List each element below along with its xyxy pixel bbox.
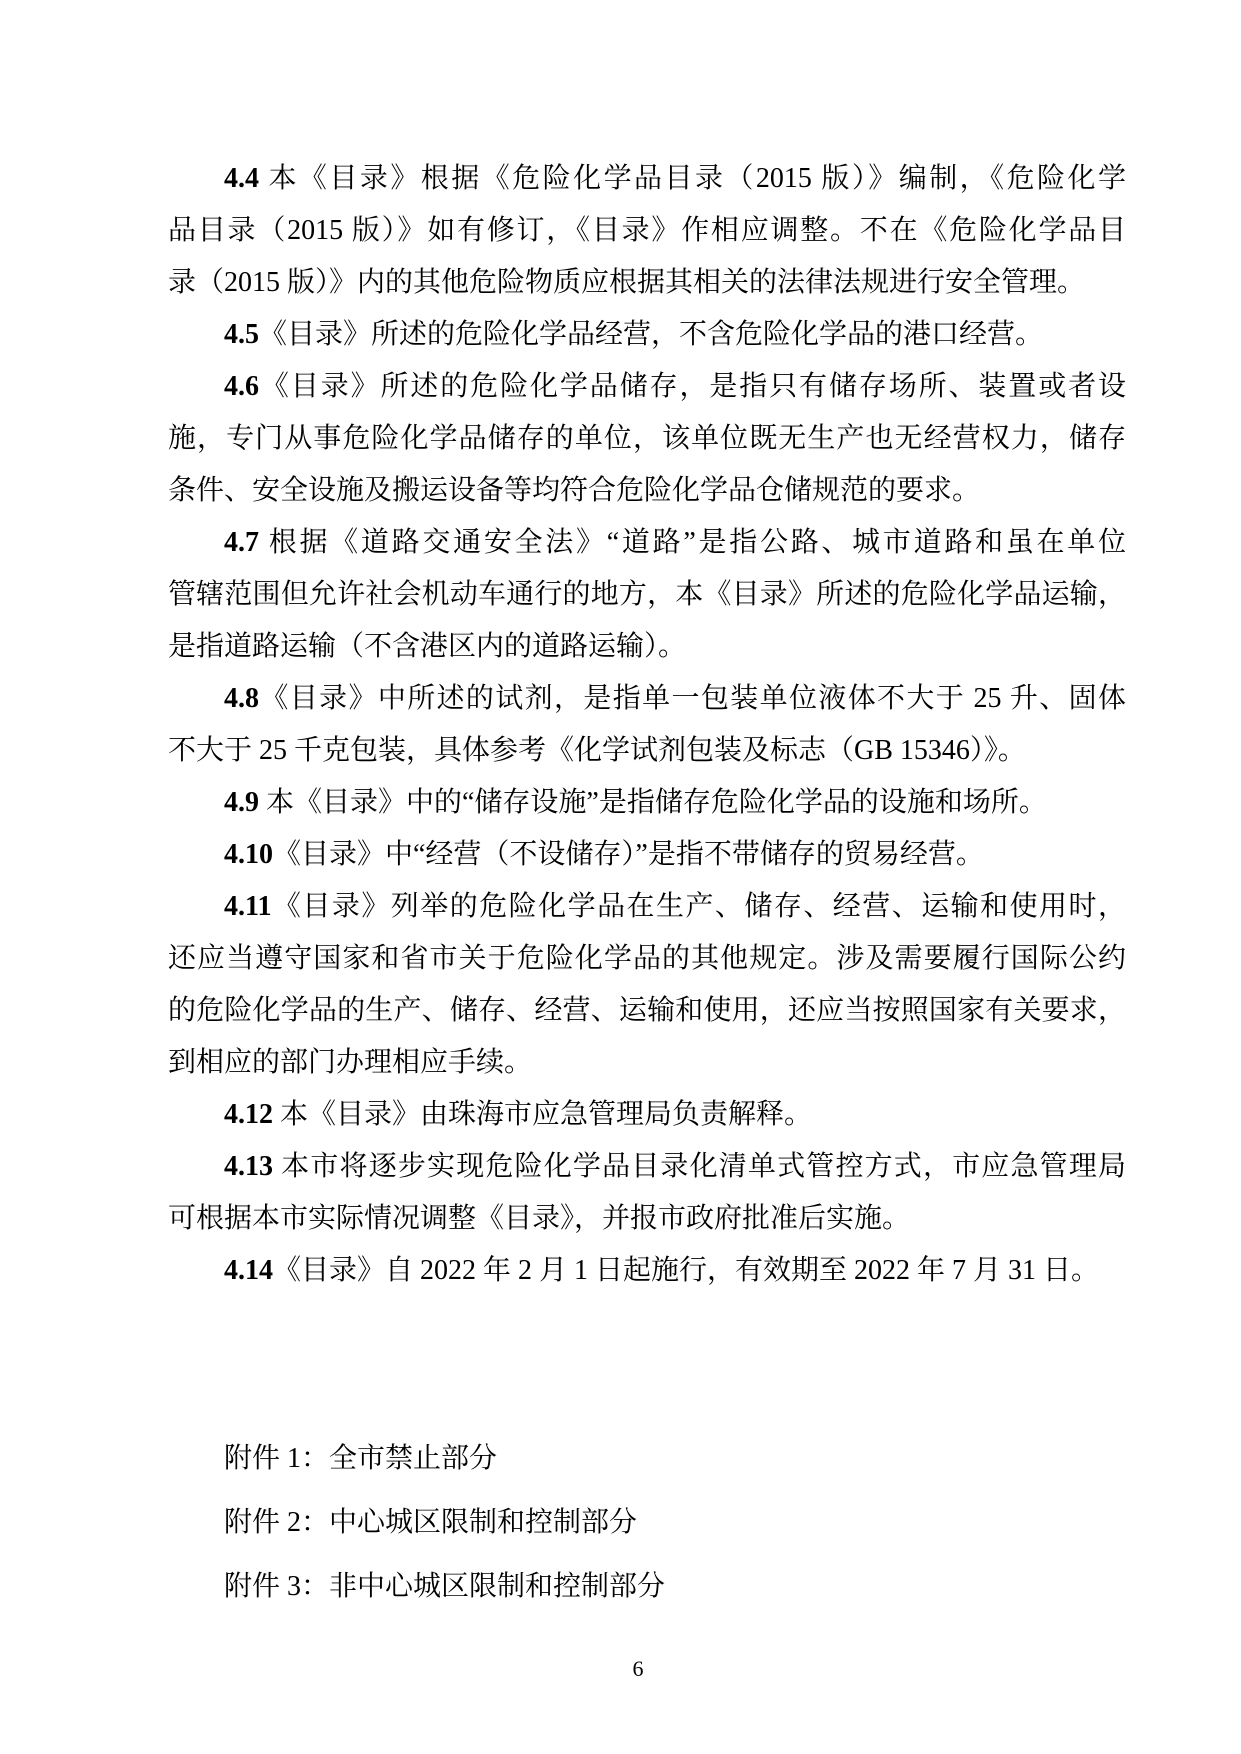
clause-number: 4.8 [224,683,259,714]
clause-text-line: 《目录》中“经营（不设储存）”是指不带储存的贸易经营。 [273,839,984,870]
clause-text-line: 《目录》所述的危险化学品储存，是指只有储存场所、装置或者设 [259,371,1126,402]
clause-text-line: 《目录》自 2022 年 2 月 1 日起施行，有效期至 2022 年 7 月 31 日。 [273,1255,1100,1286]
clause-number: 4.12 [224,1099,273,1130]
clause-text-line: 录（2015 版）》内的其他危险物质应根据其相关的法律法规进行安全管理。 [168,267,1086,298]
clause-4-7 [168,517,1126,673]
clause-text-line: 不大于 25 千克包装，具体参考《化学试剂包装及标志（GB 15346）》。 [168,735,1026,766]
clause-number: 4.9 [224,787,259,818]
clause-number: 4.11 [224,891,272,922]
clause-4-6 [168,361,1126,517]
clause-text-line: 施，专门从事危险化学品储存的单位，该单位既无生产也无经营权力，储存 [168,423,1126,454]
clause-number: 4.14 [224,1255,273,1286]
clause-line [168,829,1126,881]
clause-text-line: 是指道路运输（不含港区内的道路运输）。 [168,631,687,662]
clause-number: 4.10 [224,839,273,870]
clause-line [168,1141,1126,1193]
attachment-list [168,1427,1126,1619]
clause-text-line: 根据《道路交通安全法》“道路”是指公路、城市道路和虽在单位 [259,527,1126,558]
clause-line [168,1245,1126,1297]
clause-number: 4.13 [224,1151,273,1182]
clause-text-line: 本《目录》由珠海市应急管理局负责解释。 [273,1099,813,1130]
clause-line [168,517,1126,569]
clause-line [168,673,1126,725]
clause-line [168,881,1126,933]
clause-text-line: 《目录》列举的危险化学品在生产、储存、经营、运输和使用时， [271,891,1126,922]
document-body [168,153,1126,1297]
clause-4-8 [168,673,1126,777]
clause-line [168,777,1126,829]
clause-text-line: 《目录》所述的危险化学品经营，不含危险化学品的港口经营。 [259,319,1044,350]
clause-text-line: 的危险化学品的生产、储存、经营、运输和使用，还应当按照国家有关要求， [168,995,1126,1026]
clause-text-line: 品目录（2015 版）》如有修订，《目录》作相应调整。不在《危险化学品目 [168,215,1126,246]
clause-text-line: 管辖范围但允许社会机动车通行的地方，本《目录》所述的危险化学品运输， [168,579,1126,610]
clause-4-4 [168,153,1126,309]
attachment-item-3: 附件 3：非中心城区限制和控制部分 [224,1571,666,1602]
clause-4-12 [168,1089,1126,1141]
clause-text-line: 可根据本市实际情况调整《目录》，并报市政府批准后实施。 [168,1203,911,1234]
clause-text-line: 本《目录》中的“储存设施”是指储存危险化学品的设施和场所。 [259,787,1047,818]
clause-number: 4.7 [224,527,259,558]
clause-4-14 [168,1245,1126,1297]
clause-4-10 [168,829,1126,881]
clause-line [168,1089,1126,1141]
clause-text-line: 条件、安全设施及搬运设备等均符合危险化学品仓储规范的要求。 [168,475,981,506]
page-number: 6 [632,1656,644,1681]
clause-text-line: 还应当遵守国家和省市关于危险化学品的其他规定。涉及需要履行国际公约 [168,943,1126,974]
clause-line [168,361,1126,413]
clause-text-line: 本《目录》根据《危险化学品目录（2015 版）》编制，《危险化学 [259,163,1126,194]
clause-line [168,153,1126,205]
clause-number: 4.5 [224,319,259,350]
clause-text-line: 本市将逐步实现危险化学品目录化清单式管控方式，市应急管理局 [273,1151,1126,1182]
clause-4-9 [168,777,1126,829]
clause-text-line: 到相应的部门办理相应手续。 [168,1047,533,1078]
clause-number: 4.6 [224,371,259,402]
clause-number: 4.4 [224,163,259,194]
clause-text-line: 《目录》中所述的试剂，是指单一包装单位液体不大于 25 升、固体 [259,683,1126,714]
clause-4-13 [168,1141,1126,1245]
clause-4-11 [168,881,1126,1089]
attachment-item-2: 附件 2：中心城区限制和控制部分 [224,1507,638,1538]
clause-line [168,309,1126,361]
clause-4-5 [168,309,1126,361]
attachment-item-1: 附件 1：全市禁止部分 [224,1443,498,1474]
